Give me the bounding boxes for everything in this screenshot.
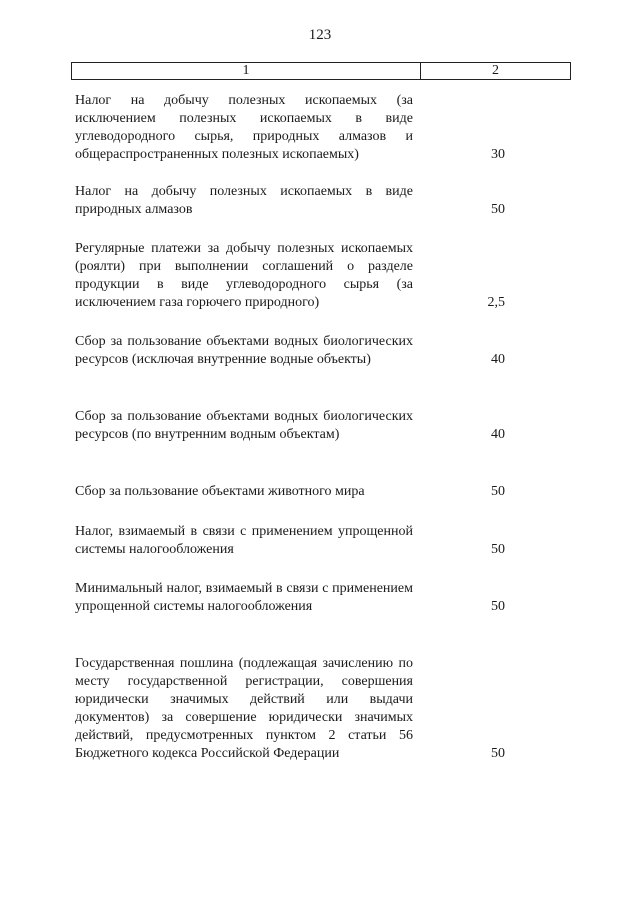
row-rate: 2,5 <box>487 295 505 310</box>
column-1-number: 1 <box>72 63 421 79</box>
table-row <box>75 240 505 312</box>
row-description: Сбор за пользование объектами водных биологических ресурсов (исключая внутренние водные объекты) <box>75 334 413 367</box>
row-rate: 40 <box>491 427 505 442</box>
table-row <box>75 92 505 164</box>
column-2-number: 2 <box>492 63 499 78</box>
row-description: Сбор за пользование объектами водных биологических ресурсов (по внутренним водным объектам) <box>75 409 413 442</box>
row-description: Налог, взимаемый в связи с применением упрощенной системы налогообложения <box>75 524 413 557</box>
row-rate: 50 <box>491 746 505 761</box>
table-row <box>75 333 505 369</box>
row-description: Налог на добычу полезных ископаемых (за исключением полезных ископаемых в виде углеводородного сырья, природных алмазов и общераспространенных полезных ископаемых) <box>75 93 413 162</box>
row-rate: 50 <box>491 542 505 557</box>
table-row <box>75 523 505 559</box>
row-description: Сбор за пользование объектами животного мира <box>75 484 365 499</box>
row-description: Регулярные платежи за добычу полезных ископаемых (роялти) при выполнении соглашений о разделе продукции в виде углеводородного сырья (за исключением газа горючего природного) <box>75 241 413 310</box>
table-row <box>75 483 505 501</box>
table-column-header <box>71 62 571 80</box>
row-rate: 50 <box>491 202 505 217</box>
row-rate: 40 <box>491 352 505 367</box>
table-row <box>75 655 505 763</box>
row-description: Налог на добычу полезных ископаемых в виде природных алмазов <box>75 184 413 217</box>
page-number: 123 <box>308 27 332 43</box>
row-rate: 50 <box>491 484 505 499</box>
row-rate: 50 <box>491 599 505 614</box>
table-row <box>75 408 505 444</box>
table-row <box>75 580 505 616</box>
row-rate: 30 <box>491 147 505 162</box>
row-description: Государственная пошлина (подлежащая зачислению по месту государственной регистрации, совершения юридически значимых действий или выдачи документов) за совершение юридически значимых действий, предусмотренных пунктом 2 статьи 56 Бюджетного кодекса Российской Федерации <box>75 656 413 761</box>
row-description: Минимальный налог, взимаемый в связи с применением упрощенной системы налогообложения <box>75 581 413 614</box>
table-row <box>75 183 505 219</box>
